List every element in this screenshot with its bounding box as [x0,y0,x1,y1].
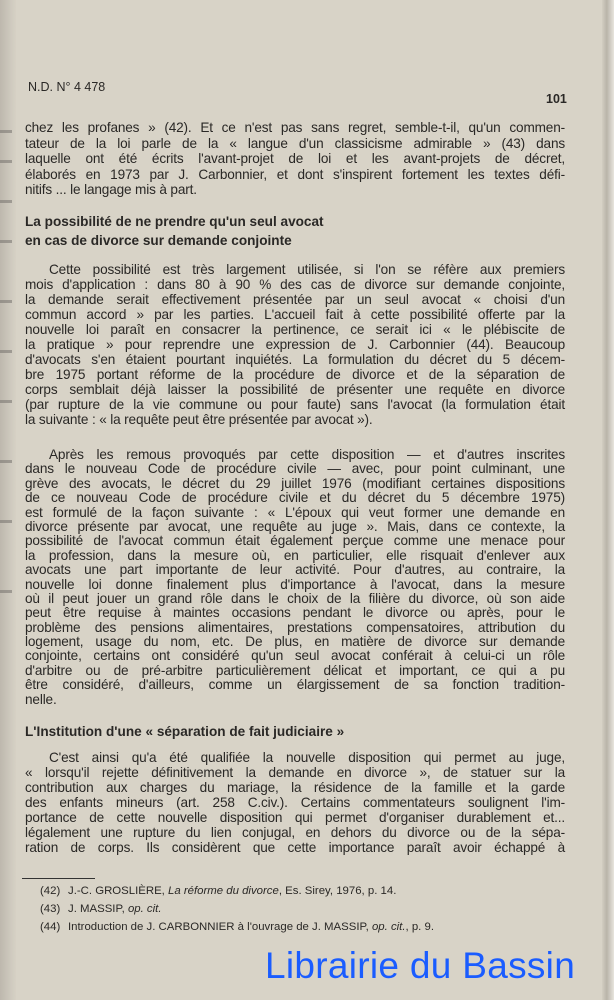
text-line: divorce présente par avocat, une requête au juge ». Mais, dans ce contexte, la [25,518,565,534]
footnote [40,902,162,916]
text-line: peut être requise à maintes occasions pendant le divorce ou après, pour le [25,605,565,621]
text-line: des enfants mineurs (art. 258 C.civ.). Certains commentateurs soulignent l'im- [25,795,565,810]
text-line: d'avocats s'en étaient pourtant inquiétés. La formulation du décret du 5 décem- [25,352,565,367]
footnote-divider [22,878,95,879]
heading-line: L'Institution d'une « séparation de fait judiciaire » [25,724,345,739]
heading-separation [25,722,565,741]
text-line: nouvelle loi paraît en consacrer la pertinence, ce serait ici « le plébiscite de [25,322,565,337]
text-line: grève des avocats, le décret du 29 juillet 1976 (modifiant certaines dispositions [25,475,565,491]
text-line: être considéré, d'ailleurs, comme un élargissement de sa fonction tradition- [25,677,565,693]
footnote [40,920,434,934]
text-line: (par rupture de la vie commune ou pour faute) sans l'avocat (la formulation était [25,397,565,412]
footnote-text: J. MASSIP, [68,903,128,915]
footnote-text: J.-C. GROSLIÈRE, [68,885,169,897]
text-line: bre 1975 portant réforme de la procédure de divorce et de la séparation de [25,367,565,382]
text-line: tateur de la loi parle de la « langue d'un classicisme admirable » (43) dans [25,135,565,151]
footnote-text: Introduction de J. CARBONNIER à l'ouvrage de J. MASSIP, [68,921,372,933]
text-line: d'arbitre ou de pré-arbitre particulièrement délicat et important, ce qui a pu [25,662,565,678]
text-line: nelle. [25,691,57,707]
text-line: avocats une part importante de leur activité. Pour d'autres, au contraire, la [25,562,565,578]
heading-single-lawyer [25,212,565,250]
heading-line: en cas de divorce sur demande conjointe [25,233,292,248]
text-line: nouvelle loi donne finalement plus d'importance à l'avocat, dans la mesure [25,576,565,592]
text-line: la pratique » pour reprendre une expression de J. Carbonnier (44). Beaucoup [25,337,565,352]
text-line: portance de cette nouvelle disposition qui permet d'organiser durablement et... [25,810,565,825]
text-line: Cette possibilité est très largement utilisée, si l'on se réfère aux premiers [49,262,565,277]
text-line: ration de corps. Ils considèrent que cette importance paraît avoir échappé à [25,840,565,855]
text-line: la profession, dans la mesure où, en particulier, elle risquait d'enlever aux [25,547,565,563]
footnote-num: (42) [40,885,61,897]
text-line: problème des pensions alimentaires, prestations compensatoires, attribution du [25,619,565,635]
heading-line: La possibilité de ne prendre qu'un seul avocat [25,214,324,229]
paragraph-2 [25,262,565,427]
document-reference: N.D. N° 4 478 [28,80,106,94]
text-line: « lorsqu'il rejette définitivement la demande en divorce », de statuer sur la [25,765,565,780]
text-line: dans le nouveau Code de procédure civile — avec, pour point culminant, une [25,461,565,477]
text-line: légalement une rupture du lien conjugal, en dehors du divorce ou de la sépa- [25,825,565,840]
text-line: mois d'application : dans 80 à 90 % des cas de divorce sur demande conjointe, [25,277,565,292]
page-number: 101 [546,92,567,106]
text-line: logement, usage du nom, etc. De plus, en matière de divorce sur demande [25,634,565,650]
footnote-num: (43) [40,903,61,915]
footnote-after: , p. 9. [405,921,435,933]
text-line: possibilité de l'avocat commun était également perçue comme une menace pour [25,533,565,549]
text-line: où il peut jouer un grand rôle dans le choix de la filière du divorce, où son aide [25,590,565,606]
text-line: la suivante : « la requête peut être présentée par avocat »). [25,412,373,427]
text-line: de ce nouveau Code de procédure civile et du décret du 5 décembre 1975) [25,490,565,506]
paragraph-1 [25,120,565,198]
footnote-num: (44) [40,921,61,933]
text-line: la demande serait effectivement présentée par un seul avocat « choisi d'un [25,292,565,307]
text-line: C'est ainsi qu'a été qualifiée la nouvelle disposition qui permet au juge, [49,750,565,765]
paragraph-3 [25,448,565,707]
text-line: élaborés en 1973 par J. Carbonnier, et dont s'inspirent fortement les textes défi- [25,166,565,182]
watermark: Librairie du Bassin [265,945,576,986]
text-line: conjointe, certains ont considéré qu'un seul avocat conférait à celui-ci un rôle [25,648,565,664]
text-line: est formulé de la façon suivante : « L'époux qui veut former une demande en [25,504,565,520]
footnote-italic: op. cit. [127,903,162,915]
text-line: Après les remous provoqués par cette disposition — et d'autres inscrites [49,447,565,462]
page-edge-right [602,0,614,1000]
footnote-after: , Es. Sirey, 1976, p. 14. [278,885,397,897]
footnote-italic: op. cit. [371,921,406,933]
footnote-italic: La réforme du divorce [168,885,279,897]
paragraph-4 [25,750,565,855]
text-line: laquelle ont été écrits l'avant-projet de loi et les avant-projets de décret, [25,151,565,167]
text-line: nitifs ... le langage mis à part. [25,182,197,198]
text-line: chez les profanes » (42). Et ce n'est pas sans regret, semble-t-il, qu'un commen- [25,120,565,135]
text-line: commun accord » par les parties. L'accueil fait à cette possibilité offerte par la [25,307,565,322]
footnote [40,884,396,898]
text-line: contribution aux charges du mariage, la résidence de la famille et la garde [25,780,565,795]
text-line: corps semblait déjà laisser la possibilité de présenter une requête en divorce [25,382,565,397]
adjacent-page-edge [0,0,16,1000]
